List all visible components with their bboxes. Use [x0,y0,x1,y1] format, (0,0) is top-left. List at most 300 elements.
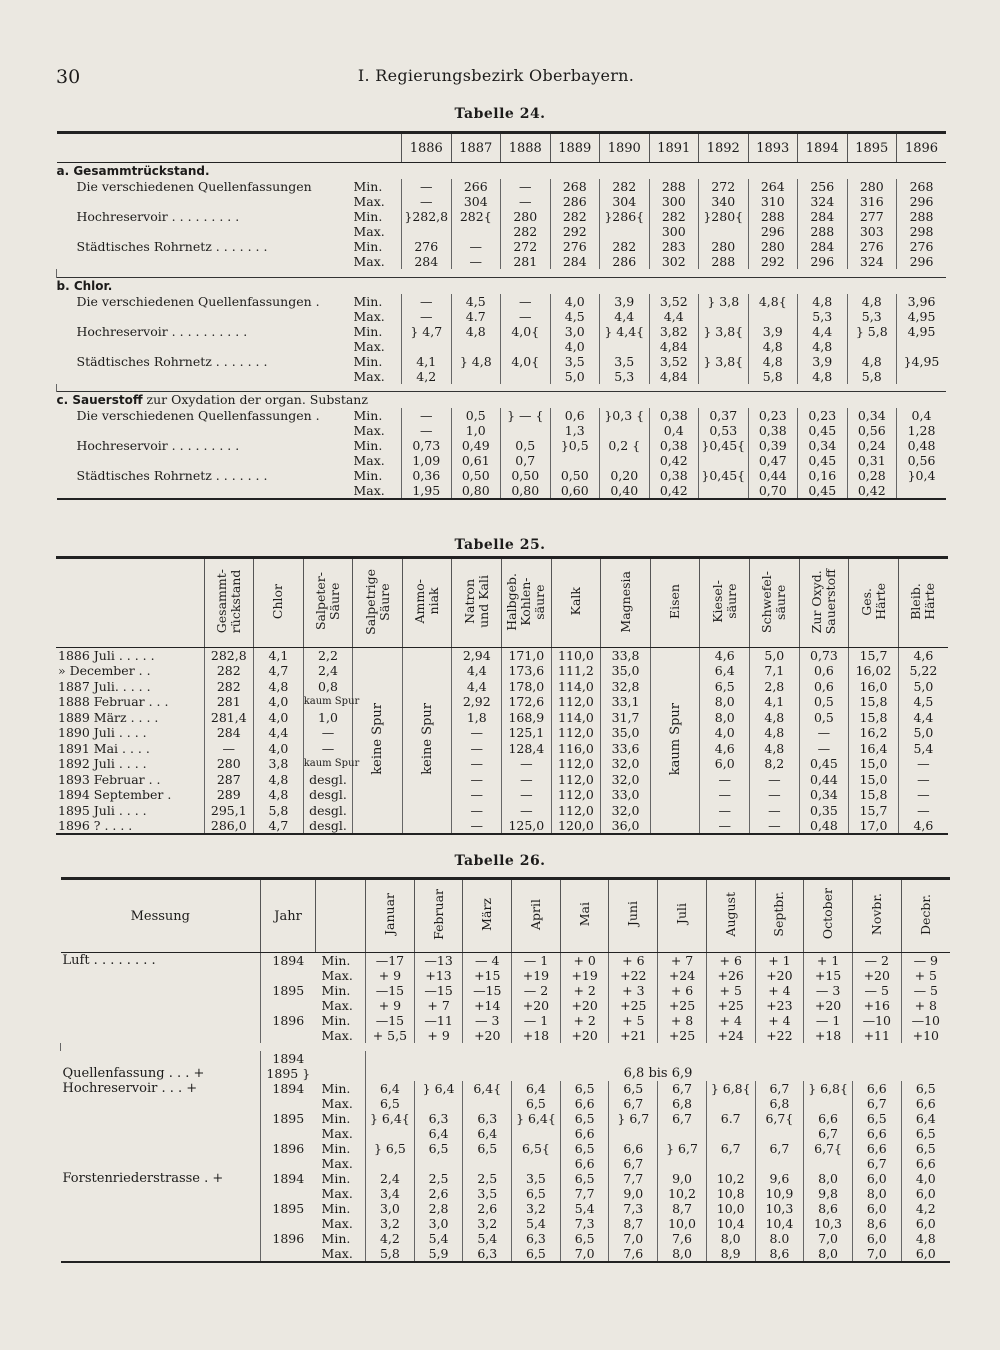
value-cell: 5,3 [798,309,848,324]
month-header [512,879,561,953]
value-cell [897,483,947,499]
table25-row [56,679,948,695]
month-label: Mai [576,901,592,927]
min-max-label: Min. [353,179,383,194]
section-heading-row [57,163,947,180]
value-cell: 304 [451,194,501,209]
value-cell: +20 [463,1028,512,1043]
value-cell: — [452,803,502,819]
section-heading [57,277,947,294]
value-cell: } 6,4{ [512,1111,561,1126]
value-cell: 276 [402,239,452,254]
value-cell: 264 [748,179,798,194]
value-cell: 0,56 [847,423,897,438]
value-cell: 0,28 [847,468,897,483]
value-cell: 5,4 [414,1231,463,1246]
value-cell: 6,8 [755,1096,804,1111]
value-cell: 7,0 [804,1231,853,1246]
value-cell: 8,6 [852,1216,901,1231]
value-cell: 5,8 [748,369,798,384]
row-label: Städtisches Rohrnetz . . . . . . . [76,353,268,369]
table26-row [61,953,951,969]
value-cell [600,453,650,468]
value-cell: +20 [560,998,609,1013]
value-cell: }0,3 { [600,408,650,423]
value-cell: 8,0 [706,1231,755,1246]
min-max-label: Min. [321,1013,351,1028]
year-cell [261,1216,316,1231]
value-cell: 272 [501,239,551,254]
location-label [61,1111,261,1126]
value-cell: 3,0 [366,1201,415,1216]
row-label: Die verschiedenen Quellenfassungen . [76,293,320,309]
value-cell: — [501,309,551,324]
value-cell: — [898,803,948,819]
year-cell [261,1246,316,1262]
table25-row [56,725,948,741]
value-cell: 3,2 [512,1201,561,1216]
location-label [61,1201,261,1216]
location-label: Quellenfassung . . . + [62,1066,205,1081]
value-cell: 9,6 [755,1171,804,1186]
value-cell: 6,5 [901,1141,950,1156]
value-cell: — 3 [804,983,853,998]
min-max-label: Min. [321,1081,351,1096]
value-cell: 15,8 [849,787,899,803]
table26-row [61,1081,951,1096]
value-cell: 0,31 [847,453,897,468]
value-cell: 4,0 [550,339,600,354]
value-cell: — 3 [463,1013,512,1028]
row-label: Hochreservoir . . . . . . . . . [76,209,240,224]
value-cell: 15,7 [849,648,899,664]
value-cell: 282 [501,224,551,239]
value-cell: 6,0 [901,1246,950,1262]
value-cell: —17 [366,953,415,969]
column-header-text: Halbgeb. Kohlen- säure [504,572,548,631]
value-cell [706,1156,755,1171]
value-cell: —15 [366,1013,415,1028]
value-cell: 171,0 [502,648,552,664]
table24-row [57,483,947,499]
row-label: Hochreservoir . . . . . . . . . . [76,323,248,339]
value-cell: 280 [748,239,798,254]
value-cell: 288 [748,209,798,224]
value-cell: + 6 [658,983,707,998]
value-cell [748,309,798,324]
value-cell: 6,3 [463,1246,512,1262]
location-label [61,1231,261,1246]
value-cell: 4,0 [901,1171,950,1186]
value-cell: 5,8 [366,1246,415,1262]
location-label [61,1126,261,1141]
value-cell: 280 [847,179,897,194]
value-cell: 0,4 [649,423,699,438]
value-cell: 4,5 [898,694,948,710]
value-cell: 4,95 [897,309,947,324]
value-cell: 4,6 [700,648,750,664]
value-cell: +20 [804,998,853,1013]
value-cell: 6,3 [512,1231,561,1246]
table24-row [57,408,947,423]
value-cell: 6,5 [560,1231,609,1246]
location-label: Forstenriederstrasse . + [62,1171,224,1186]
table25-row [56,648,948,664]
value-cell: 0,49 [451,438,501,453]
min-max-label: Max. [321,1156,353,1171]
value-cell: 6,8 [658,1096,707,1111]
value-cell: 4,2 [366,1231,415,1246]
value-cell: 0,38 [748,423,798,438]
value-cell: 0,73 [402,438,452,453]
value-cell: 4,7 [254,818,304,834]
value-cell: 277 [847,209,897,224]
value-cell: 16,2 [849,725,899,741]
table26-row [61,1066,951,1081]
table24-row [57,254,947,269]
value-cell: 4.7 [451,309,501,324]
value-cell: 0,6 [799,679,849,695]
value-cell: 0,5 [501,438,551,453]
value-cell: 283 [649,239,699,254]
value-cell: 6,7 [804,1126,853,1141]
section-heading-row [57,277,947,294]
value-cell: — [451,254,501,269]
value-cell: 32,0 [601,756,651,772]
value-cell: }0,45{ [699,438,749,453]
value-cell: 6,5 [560,1141,609,1156]
value-cell: 6,0 [901,1216,950,1231]
value-cell: 282 [204,663,254,679]
value-cell: 272 [699,179,749,194]
value-cell: 0,38 [649,468,699,483]
table24-row [57,324,947,339]
min-max-label: Min. [353,353,383,369]
min-max-label: Max. [353,194,385,209]
empty-span [366,1051,950,1066]
row-label [57,309,352,324]
value-cell: 15,0 [849,772,899,788]
table26-row [61,983,951,998]
min-max-label: Max. [353,308,385,324]
value-cell: 6,5 [560,1111,609,1126]
value-cell: 6,6 [804,1111,853,1126]
value-cell: — 1 [512,1013,561,1028]
value-cell: }4,95 [897,354,947,369]
min-max-label: Max. [353,224,385,239]
min-max-label: Min. [321,953,351,968]
running-title: I. Regierungsbezirk Oberbayern. [357,66,635,85]
value-cell: 268 [897,179,947,194]
value-cell: 0,50 [550,468,600,483]
value-cell: 3,5 [550,354,600,369]
value-cell: — [452,741,502,757]
value-cell: 6,5 [463,1141,512,1156]
min-max-label: Min. [321,983,351,998]
month-label: Februar [430,888,446,940]
table26-row [61,968,951,983]
value-cell: 8,6 [755,1246,804,1262]
year-cell: 1894 [261,1081,316,1096]
month-header [755,879,804,953]
value-cell: 6,5 [700,679,750,695]
value-cell: —15 [463,983,512,998]
table25-column-header [650,558,700,648]
value-cell: 286 [550,194,600,209]
table26-row [61,998,951,1013]
table24-row [57,309,947,324]
table25-column-header [551,558,601,648]
value-cell: 6.7 [706,1111,755,1126]
min-max-label [316,1066,366,1081]
table26-head-messung: Messung [61,879,261,953]
value-cell: 276 [847,239,897,254]
column-header-text: Ammo- niak [412,579,442,624]
min-max-label: Min. [353,323,383,339]
value-cell: 284 [798,239,848,254]
value-cell: }280{ [699,209,749,224]
value-cell: 116,0 [551,741,601,757]
table24-year-header: 1886 [402,133,452,163]
value-cell: 7,6 [609,1246,658,1262]
value-cell: 4,0 [254,710,304,726]
location-label [61,1186,261,1201]
value-cell [804,1156,853,1171]
value-cell [699,369,749,384]
value-cell: 178,0 [502,679,552,695]
value-cell: 9,8 [804,1186,853,1201]
table26-row [61,1201,951,1216]
value-cell: 282,8 [204,648,254,664]
value-cell: 6,7 [852,1156,901,1171]
min-max-label: Max. [353,368,385,384]
month-label: Decbr. [917,893,933,935]
value-cell: 0,45 [798,423,848,438]
value-cell: } 6,5 [366,1141,415,1156]
value-cell: 292 [748,254,798,269]
value-cell: 4,95 [897,324,947,339]
table24-row [57,239,947,254]
month-header [852,879,901,953]
value-cell [366,1126,415,1141]
column-header-text: Schwefel- säure [759,570,789,633]
value-cell: } 6,8{ [706,1081,755,1096]
value-cell: } 3,8 [699,294,749,309]
value-cell: 6,3 [414,1111,463,1126]
value-cell: 4,7 [254,663,304,679]
row-label: Hochreservoir . . . . . . . . . [76,438,240,453]
table24-row [57,438,947,453]
value-cell: —10 [901,1013,950,1028]
table26-row [61,1111,951,1126]
table24-row [57,453,947,468]
value-cell: + 6 [706,953,755,969]
value-cell: 7,1 [750,663,800,679]
value-cell: 5,4 [560,1201,609,1216]
table24-title: Tabelle 24. [454,106,546,122]
location-label [61,1141,261,1156]
table26-row [61,1043,951,1051]
value-cell: 5,4 [898,741,948,757]
value-cell: 10,3 [755,1201,804,1216]
value-cell: 114,0 [551,679,601,695]
value-cell: 2,5 [414,1171,463,1186]
value-cell: 280 [699,239,749,254]
value-cell: 266 [451,179,501,194]
section-heading [57,163,947,180]
value-cell: 10,3 [804,1216,853,1231]
min-max-label: Min. [321,1231,351,1246]
value-cell: + 8 [901,998,950,1013]
table25-title: Tabelle 25. [454,537,546,553]
value-cell: 112,0 [551,725,601,741]
value-cell: — [700,803,750,819]
date-cell: 1890 Juli . . . . [58,725,147,741]
value-cell: +10 [901,1028,950,1043]
value-cell: } 4,7 [402,324,452,339]
date-cell: 1887 Juli. . . . . [58,678,151,694]
value-cell: 173,6 [502,663,552,679]
value-cell: 6,0 [901,1186,950,1201]
value-cell: 6,4 [414,1126,463,1141]
value-cell: 5,8 [847,369,897,384]
value-cell [414,1096,463,1111]
table26-row [61,1126,951,1141]
value-cell: 6,6 [560,1096,609,1111]
value-cell: — 1 [804,1013,853,1028]
value-cell [706,1096,755,1111]
location-label: Luft . . . . . . . . [62,953,156,968]
value-cell: 3,8 [254,756,304,772]
value-cell: 1,8 [452,710,502,726]
value-cell: 3,4 [366,1186,415,1201]
value-cell: 282 [649,209,699,224]
value-cell: 3,82 [649,324,699,339]
value-cell: — [402,309,452,324]
value-cell: 2,6 [414,1186,463,1201]
value-cell: 286 [600,254,650,269]
table24-year-header: 1894 [798,133,848,163]
value-cell: — [303,741,353,757]
min-max-label: Min. [353,468,383,483]
value-cell: +22 [609,968,658,983]
value-cell: 6,5 [609,1081,658,1096]
row-label: Städtisches Rohrnetz . . . . . . . [76,468,268,483]
table25-column-header [849,558,899,648]
value-cell: 6,7 [706,1141,755,1156]
value-cell: 112,0 [551,694,601,710]
value-cell: 0,38 [649,438,699,453]
value-cell: 4,5 [451,294,501,309]
page-header [56,66,936,90]
value-cell: 6,4 [366,1081,415,1096]
value-cell: 6,7 [609,1096,658,1111]
value-cell: 6,7 [609,1156,658,1171]
value-cell: 282 [204,679,254,695]
value-cell: 0,6 [799,663,849,679]
value-cell [847,339,897,354]
date-cell: 1886 Juli . . . . . [58,648,155,663]
month-label: Novbr. [868,892,884,936]
value-cell [512,1156,561,1171]
value-cell: 3,52 [649,294,699,309]
value-cell: 1,95 [402,483,452,499]
value-cell: 6,4 [901,1111,950,1126]
value-cell: 6,6 [560,1126,609,1141]
value-cell: 4,84 [649,339,699,354]
table25-row [56,787,948,803]
value-cell: } 5,8 [847,324,897,339]
value-cell: +13 [414,968,463,983]
value-cell: —10 [852,1013,901,1028]
value-cell [501,339,551,354]
value-cell: + 9 [366,968,415,983]
value-cell: 287 [204,772,254,788]
value-cell: 5,3 [847,309,897,324]
value-cell: 4,4 [600,309,650,324]
value-cell: 6,5{ [512,1141,561,1156]
table25-row [56,772,948,788]
value-cell: — [501,179,551,194]
value-cell: 284 [798,209,848,224]
value-cell: 0,5 [799,710,849,726]
value-cell: 7,7 [609,1171,658,1186]
value-cell: — 1 [512,953,561,969]
value-cell [512,1126,561,1141]
value-cell: 4,8 [748,339,798,354]
value-cell: +18 [512,1028,561,1043]
value-cell: } 6,8{ [804,1081,853,1096]
value-cell: 300 [649,194,699,209]
value-cell: 8,0 [852,1186,901,1201]
location-label [61,1216,261,1231]
table26-row [61,1156,951,1171]
table24-row [57,194,947,209]
value-cell: — [402,408,452,423]
value-cell: 4,8 [254,787,304,803]
section-heading-suffix: zur Oxydation der organ. Substanz [142,392,368,407]
month-label: März [479,897,495,931]
value-cell: 3,9 [600,294,650,309]
year-cell: 1896 [261,1013,316,1028]
value-cell [804,1096,853,1111]
value-cell: 6,3 [463,1111,512,1126]
value-cell: 10,2 [706,1171,755,1186]
value-cell: 10,4 [706,1216,755,1231]
value-cell: 10,4 [755,1216,804,1231]
value-cell: 4,6 [898,818,948,834]
value-cell: — 2 [512,983,561,998]
table26-row [61,1096,951,1111]
date-cell: 1894 September . [58,787,172,803]
year-cell [261,1156,316,1171]
date-cell: 1896 ? . . . . [58,818,133,833]
value-cell: 4,8 [254,772,304,788]
table26-row [61,1013,951,1028]
value-cell: 6,7 [658,1111,707,1126]
month-header [414,879,463,953]
row-label: Städtisches Rohrnetz . . . . . . . [76,239,268,254]
table24-year-header: 1895 [847,133,897,163]
value-cell: 284 [204,725,254,741]
table24-row [57,339,947,354]
min-max-label: Max. [353,423,385,438]
table26-head-blank [316,879,366,953]
value-cell: 6,7 [658,1081,707,1096]
min-max-label: Max. [321,968,353,983]
location-label [61,1013,261,1028]
value-cell: 4,4 [649,309,699,324]
